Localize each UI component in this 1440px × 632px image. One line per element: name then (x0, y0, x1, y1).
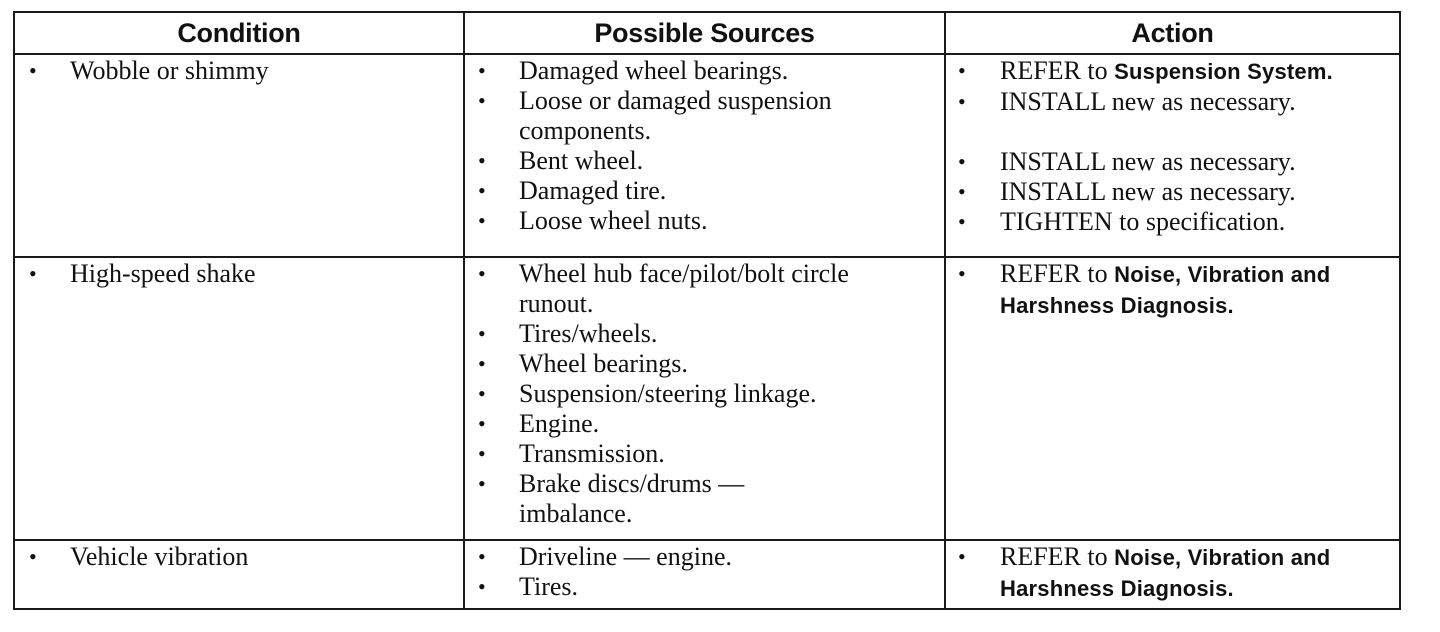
bullet-icon: • (478, 441, 486, 466)
condition-text: High-speed shake (70, 259, 256, 288)
source-text: Suspension/steering linkage. (519, 379, 817, 408)
source-text: Tires. (519, 572, 579, 601)
condition-list (15, 55, 463, 86)
list-item (465, 56, 944, 86)
bullet-icon: • (478, 574, 486, 599)
bullet-icon: • (958, 179, 966, 204)
list-item (946, 56, 1399, 87)
sources-list (465, 541, 944, 604)
header-row (14, 12, 1400, 54)
action-verb: REFER to (1000, 56, 1108, 85)
actions-list (946, 541, 1399, 605)
table-row (14, 257, 1400, 540)
list-item (465, 379, 944, 409)
list-item (465, 146, 944, 176)
header-possible-sources: Possible Sources (464, 12, 945, 54)
sources-list (465, 258, 944, 531)
list-item (15, 56, 463, 86)
list-item (465, 469, 944, 529)
condition-list (15, 541, 463, 572)
condition-cell (14, 257, 464, 540)
list-item (465, 409, 944, 439)
bullet-icon: • (478, 88, 486, 113)
action-text: INSTALL new as necessary. (1000, 87, 1296, 116)
action-cell (945, 540, 1400, 609)
action-target: Noise, Vibration and (1114, 545, 1331, 570)
source-text: Engine. (519, 409, 600, 438)
action-target-continued: Harshness Diagnosis. (1000, 576, 1234, 601)
list-item (946, 542, 1399, 605)
sources-cell (464, 257, 945, 540)
bullet-icon: • (29, 261, 37, 286)
list-item (465, 86, 944, 146)
bullet-icon: • (958, 149, 966, 174)
bullet-icon: • (958, 261, 966, 286)
list-item (465, 206, 944, 236)
bullet-icon: • (478, 261, 486, 286)
condition-list (15, 258, 463, 289)
source-text: Bent wheel. (519, 146, 644, 175)
sources-cell (464, 54, 945, 257)
bullet-icon: • (478, 381, 486, 406)
list-item (946, 147, 1399, 177)
bullet-icon: • (958, 544, 966, 569)
bullet-icon: • (478, 411, 486, 436)
bullet-icon: • (478, 351, 486, 376)
action-text: INSTALL new as necessary. (1000, 147, 1296, 176)
list-item (15, 259, 463, 289)
sources-list (465, 55, 944, 238)
list-item (465, 176, 944, 206)
bullet-icon: • (478, 208, 486, 233)
table-row (14, 54, 1400, 257)
source-text: Wheel bearings. (519, 349, 688, 378)
list-item (465, 259, 944, 319)
list-item (465, 319, 944, 349)
source-text: Loose wheel nuts. (519, 206, 708, 235)
action-text: INSTALL new as necessary. (1000, 177, 1296, 206)
list-item (946, 259, 1399, 322)
source-text: Damaged tire. (519, 176, 667, 205)
list-item (465, 572, 944, 602)
list-item (465, 542, 944, 572)
bullet-icon: • (958, 209, 966, 234)
list-item (465, 349, 944, 379)
bullet-icon: • (478, 321, 486, 346)
condition-text: Vehicle vibration (70, 542, 249, 571)
list-item (465, 439, 944, 469)
bullet-icon: • (958, 58, 966, 83)
action-verb: REFER to (1000, 259, 1108, 288)
source-text: Loose or damaged suspension components. (519, 86, 832, 145)
sources-cell (464, 540, 945, 609)
bullet-icon: • (478, 471, 486, 496)
action-text: TIGHTEN to specification. (1000, 207, 1286, 236)
source-text: Wheel hub face/pilot/bolt circle runout. (519, 259, 849, 318)
bullet-icon: • (478, 544, 486, 569)
source-text: Damaged wheel bearings. (519, 56, 789, 85)
bullet-icon: • (29, 58, 37, 83)
action-cell (945, 257, 1400, 540)
list-item (946, 177, 1399, 207)
list-item (946, 207, 1399, 237)
header-action: Action (945, 12, 1400, 54)
bullet-icon: • (29, 544, 37, 569)
condition-cell (14, 54, 464, 257)
condition-text: Wobble or shimmy (70, 56, 269, 85)
source-text: Brake discs/drums — imbalance. (519, 469, 745, 528)
diagnosis-table (13, 11, 1401, 610)
action-cell (945, 54, 1400, 257)
actions-list (946, 258, 1399, 322)
source-text: Driveline — engine. (519, 542, 732, 571)
bullet-icon: • (478, 58, 486, 83)
header-condition: Condition (14, 12, 464, 54)
list-item (946, 87, 1399, 117)
source-text: Transmission. (519, 439, 665, 468)
action-target-continued: Harshness Diagnosis. (1000, 293, 1234, 318)
action-target: Noise, Vibration and (1114, 262, 1331, 287)
bullet-icon: • (478, 148, 486, 173)
action-verb: REFER to (1000, 542, 1108, 571)
table-row (14, 540, 1400, 609)
source-text: Tires/wheels. (519, 319, 658, 348)
list-item (15, 542, 463, 572)
bullet-icon: • (478, 178, 486, 203)
actions-list (946, 55, 1399, 237)
action-target: Suspension System. (1114, 59, 1333, 84)
bullet-icon: • (958, 89, 966, 114)
condition-cell (14, 540, 464, 609)
